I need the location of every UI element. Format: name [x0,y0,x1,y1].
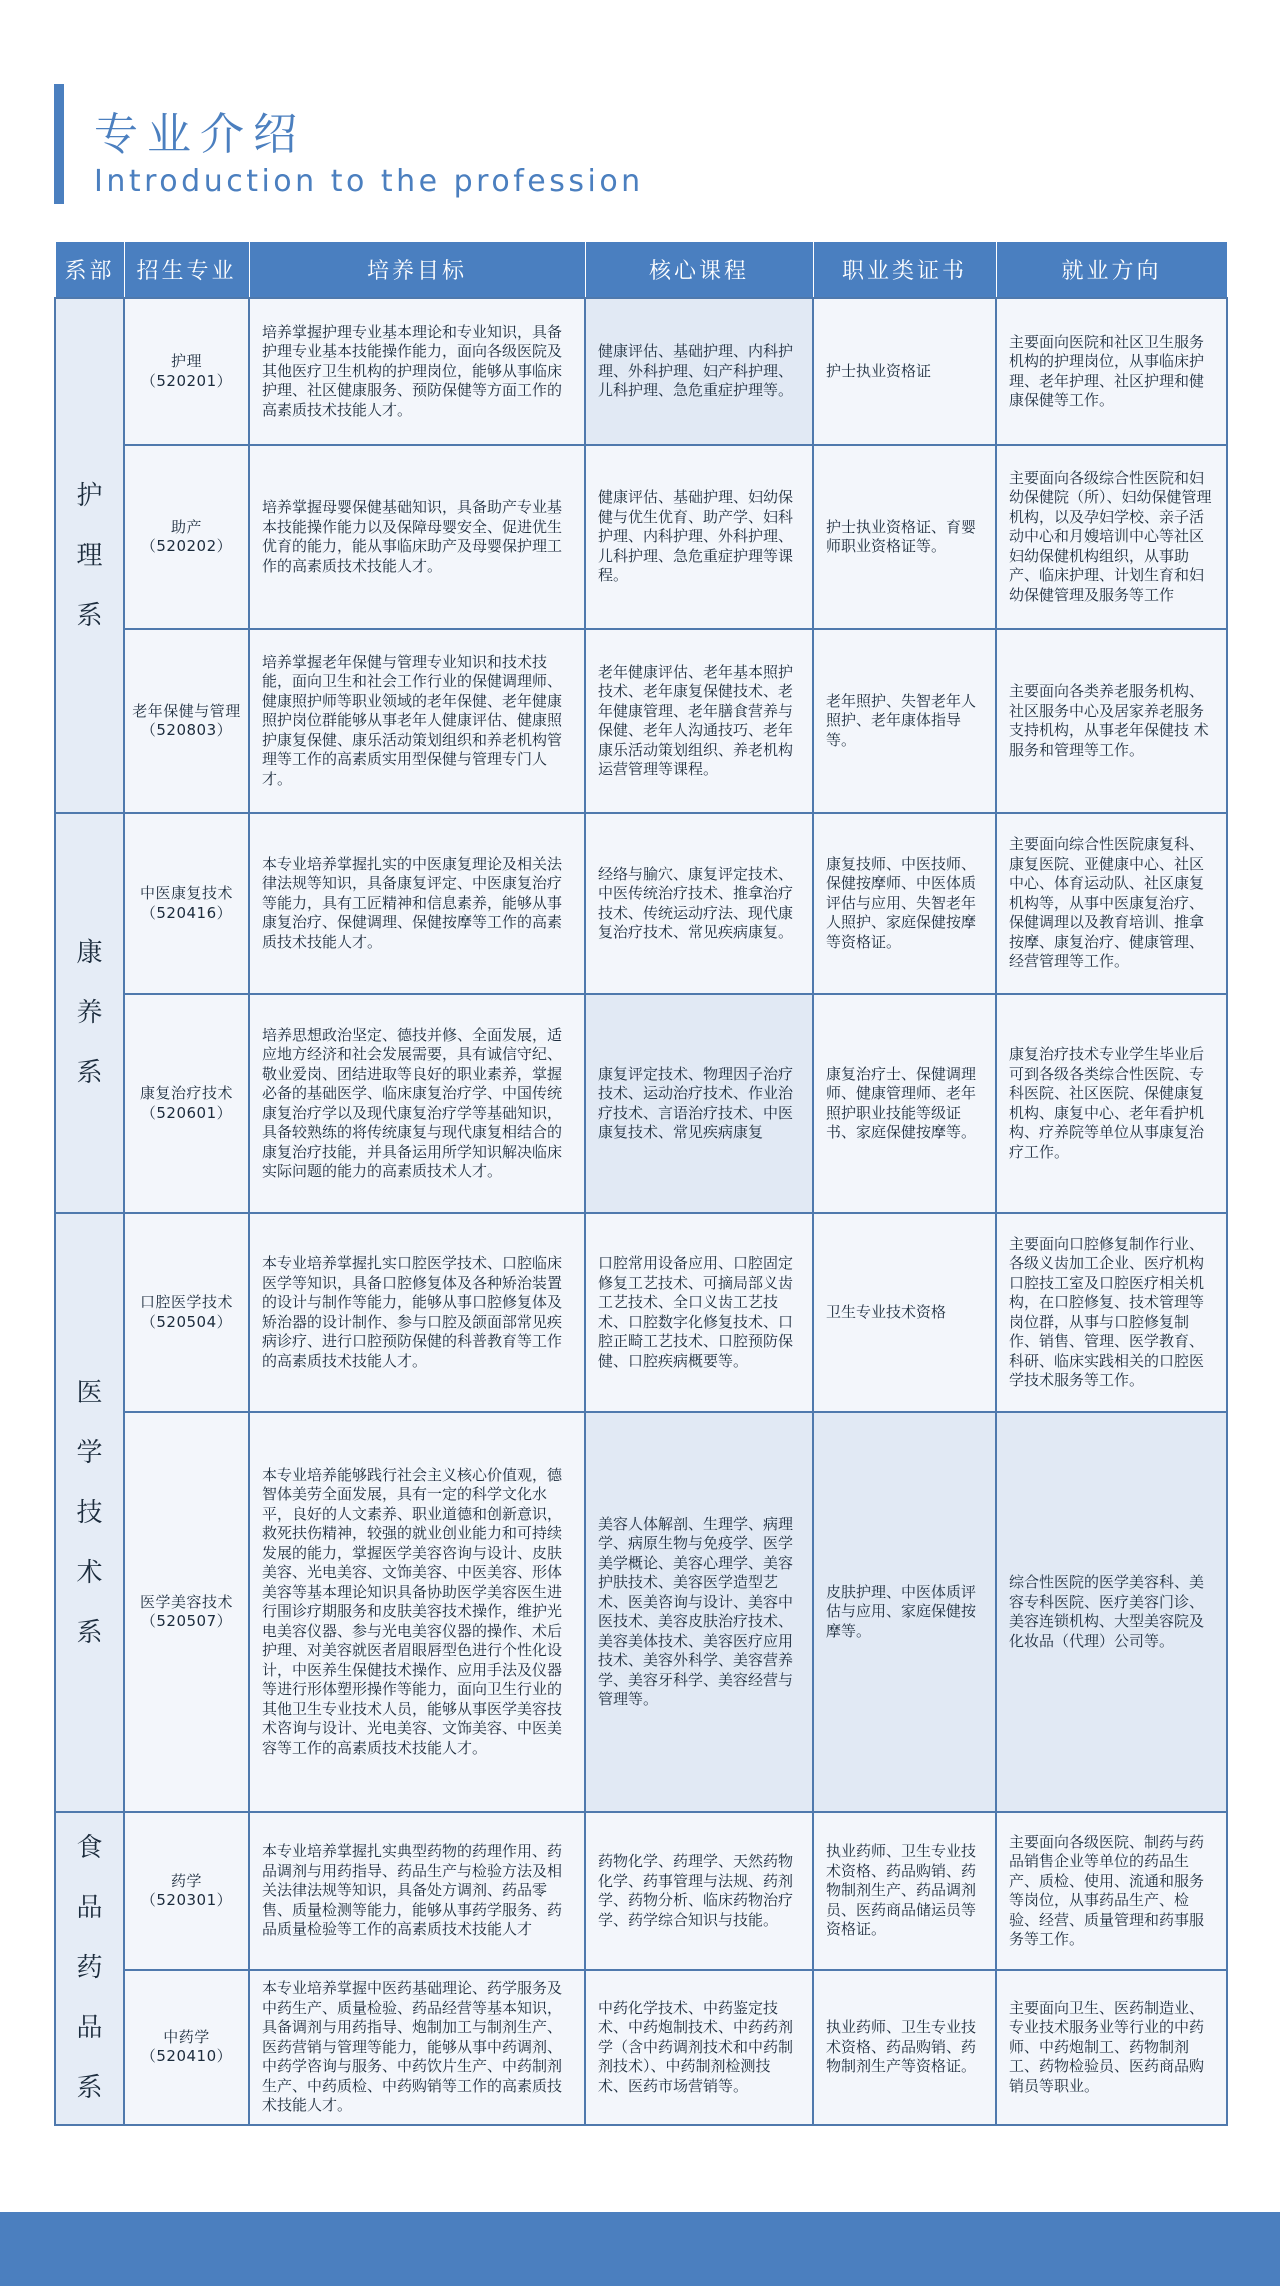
table-row [55,298,1227,445]
header-department: 系部 [55,242,124,299]
employment-cell: 主要面向口腔修复制作行业、各级义齿加工企业、医疗机构口腔技工室及口腔医疗相关机构，在口腔修复、技术管理等岗位群，从事与口腔修复制作、销售、管理、医学教育、科研、临床实践相关的口腔医学技术服务等工作。 [996,1213,1227,1412]
courses-cell: 老年健康评估、老年基本照护技术、老年康复保健技术、老年健康管理、老年膳食营养与保健、老年人沟通技巧、老年康乐活动策划组织、养老机构运营管理等课程。 [585,629,813,813]
courses-cell: 美容人体解剖、生理学、病理学、病原生物与免疫学、医学美学概论、美容心理学、美容护肤技术、美容医学造型艺术、医美咨询与设计、美容中医技术、美容皮肤治疗技术、美容美体技术、美容医疗应用技术、美容外科学、美容营养学、美容牙科学、美容经营与管理等。 [585,1412,813,1812]
major-cell [124,1812,249,1970]
employment-cell: 主要面向医院和社区卫生服务机构的护理岗位，从事临床护理、老年护理、社区护理和健康保健等工作。 [996,298,1227,445]
major-code: （520803） [140,721,233,739]
employment-cell: 综合性医院的医学美容科、美容专科医院、医疗美容门诊、美容连锁机构、大型美容院及化妆品（代理）公司等。 [996,1412,1227,1812]
certificate-cell: 护士执业资格证、育婴师职业资格证等。 [813,445,996,629]
certificate-cell: 康复治疗士、保健调理师、健康管理师、老年照护职业技能等级证书、家庭保健按摩等。 [813,994,996,1213]
courses-cell: 口腔常用设备应用、口腔固定修复工艺技术、可摘局部义齿工艺技术、全口义齿工艺技术、口腔数字化修复技术、口腔正畸工艺技术、口腔预防保健、口腔疾病概要等。 [585,1213,813,1412]
goal-cell: 培养掌握母婴保健基础知识，具备助产专业基本技能操作能力以及保障母婴安全、促进优生优育的能力，能从事临床助产及母婴保护理工作的高素质技术技能人才。 [249,445,585,629]
major-code: （520410） [140,2047,233,2066]
courses-cell: 经络与腧穴、康复评定技术、中医传统治疗技术、推拿治疗技术、传统运动疗法、现代康复治疗技术、常见疾病康复。 [585,813,813,994]
goal-cell: 培养掌握老年保健与管理专业知识和技术技能，面向卫生和社会工作行业的保健调理师、健康照护师等职业领域的老年保健、老年健康照护岗位群能够从事老年人健康评估、健康照护康复保健、康乐活动策划组织和养老机构管理等工作的高素质实用型保健与管理专门人才。 [249,629,585,813]
major-cell [124,813,249,994]
heading-title-en: Introduction to the profession [94,164,644,199]
major-name: 护理 [170,352,202,370]
table-row [55,445,1227,629]
certificate-cell: 执业药师、卫生专业技术资格、药品购销、药物制剂生产等资格证。 [813,1970,996,2125]
major-cell [124,1213,249,1412]
goal-cell: 本专业培养能够践行社会主义核心价值观，德智体美劳全面发展，具有一定的科学文化水平，良好的人文素养、职业道德和创新意识，救死扶伤精神，较强的就业创业能力和可持续发展的能力，掌握医学美容咨询与设计、皮肤美容、光电美容、文饰美容、中医美容、形体美容等基本理论知识具备协助医学美容医生进行围诊疗期服务和皮肤美容技术操作，维护光电美容仪器、参与光电美容仪器的操作、术后护理、对美容就医者眉眼唇型色进行个性化设计，中医养生保健技术操作、应用手法及仪器等进行形体塑形操作等能力，面向卫生行业的其他卫生专业技术人员，能够从事医学美容技术咨询与设计、光电美容、文饰美容、中医美容等工作的高素质技术技能人才。 [249,1412,585,1812]
certificate-cell: 卫生专业技术资格 [813,1213,996,1412]
certificate-cell: 皮肤护理、中医体质评估与应用、家庭保健按摩等。 [813,1412,996,1812]
employment-cell: 主要面向各级综合性医院和妇幼保健院（所）、妇幼保健管理机构，以及孕妇学校、亲子活动中心和月嫂培训中心等社区妇幼保健机构组织，从事助产、临床护理、计划生育和妇幼保健管理及服务等工作 [996,445,1227,629]
major-code: （520201） [140,371,233,390]
table-row [55,1812,1227,1970]
major-name: 助产 [170,517,202,536]
table-row [55,1213,1227,1412]
major-cell [124,994,249,1213]
heading-accent-bar [54,84,64,204]
goal-cell: 本专业培养掌握扎实的中医康复理论及相关法律法规等知识，具备康复评定、中医康复治疗等能力，具有工匠精神和信息素养，能够从事康复治疗、保健调理、保健按摩等工作的高素质技术技能人才。 [249,813,585,994]
major-name: 老年保健与管理 [132,701,241,720]
major-name: 康复治疗技术 [139,1084,233,1102]
table-row [55,1970,1227,2125]
table-row [55,994,1227,1213]
goal-cell: 本专业培养掌握扎实口腔医学技术、口腔临床医学等知识，具备口腔修复体及各种矫治装置的设计与制作等能力，能够从事口腔修复体及矫治器的设计制作、参与口腔及颌面部常见疾病诊疗、进行口腔预防保健的科普教育等工作的高素质技术技能人才。 [249,1213,585,1412]
certificate-cell: 执业药师、卫生专业技术资格、药品购销、药物制剂生产、药品调剂员、医药商品储运员等资格证。 [813,1812,996,1970]
header-employment: 就业方向 [996,242,1227,299]
goal-cell: 培养掌握护理专业基本理论和专业知识，具备护理专业基本技能操作能力，面向各级医院及其他医疗卫生机构的护理岗位，能够从事临床护理、社区健康服务、预防保健等方面工作的高素质技术技能人才。 [249,298,585,445]
table-row [55,1412,1227,1812]
certificate-cell: 护士执业资格证 [813,298,996,445]
header-major: 招生专业 [124,242,249,299]
major-code: （520301） [140,1891,233,1909]
courses-cell: 健康评估、基础护理、妇幼保健与优生优育、助产学、妇科护理、内科护理、外科护理、儿科护理、急危重症护理等课程。 [585,445,813,629]
employment-cell: 主要面向综合性医院康复科、康复医院、亚健康中心、社区中心、体育运动队、社区康复机构等，从事中医康复治疗、保健调理以及教育培训、推拿按摩、康复治疗、健康管理、经营管理等工作。 [996,813,1227,994]
major-code: （520504） [140,1312,233,1331]
table-row [55,629,1227,813]
major-code: （520507） [140,1612,233,1630]
major-name: 医学美容技术 [139,1592,233,1611]
department-cell-pharma: 食 品 药 品 系 [55,1812,124,2125]
employment-cell: 康复治疗技术专业学生毕业后可到各级各类综合性医院、专科医院、社区医院、保健康复机构、康复中心、老年看护机构、疗养院等单位从事康复治疗工作。 [996,994,1227,1213]
major-code: （520416） [140,903,233,922]
table-header-row [55,242,1227,299]
major-name: 药学 [170,1871,202,1890]
footer-band [0,2212,1280,2286]
major-name: 口腔医学技术 [139,1293,233,1311]
employment-cell: 主要面向卫生、医药制造业、专业技术服务业等行业的中药师、中药炮制工、药物制剂工、药物检验员、医药商品购销员等职业。 [996,1970,1227,2125]
major-name: 中药学 [163,2027,210,2046]
courses-cell: 中药化学技术、中药鉴定技术、中药炮制技术、中药药剂学（含中药调剂技术和中药制剂技术）、中药制剂检测技术、医药市场营销等。 [585,1970,813,2125]
header-goal: 培养目标 [249,242,585,299]
employment-cell: 主要面向各级医院、制药与药品销售企业等单位的药品生产、质检、使用、流通和服务等岗位，从事药品生产、检验、经营、质量管理和药事服务等工作。 [996,1812,1227,1970]
courses-cell: 康复评定技术、物理因子治疗技术、运动治疗技术、作业治疗技术、言语治疗技术、中医康复技术、常见疾病康复 [585,994,813,1213]
goal-cell: 培养思想政治坚定、德技并修、全面发展，适应地方经济和社会发展需要，具有诚信守纪、敬业爱岗、团结进取等良好的职业素养，掌握必备的基础医学、临床康复治疗学、中国传统康复治疗学以及现代康复治疗学等基础知识，具备较熟练的将传统康复与现代康复相结合的康复治疗技能，并具备运用所学知识解决临床实际问题的能力的高素质技术人才。 [249,994,585,1213]
major-cell [124,1412,249,1812]
major-name: 中医康复技术 [139,884,233,902]
major-cell [124,1970,249,2125]
department-cell-rehab: 康 养 系 [55,813,124,1213]
table-row [55,813,1227,994]
courses-cell: 药物化学、药理学、天然药物化学、药事管理与法规、药剂学、药物分析、临床药物治疗学、药学综合知识与技能。 [585,1812,813,1970]
major-code: （520601） [140,1103,233,1122]
department-cell-nursing: 护 理 系 [55,298,124,813]
major-code: （520202） [140,537,233,555]
header-courses: 核心课程 [585,242,813,299]
employment-cell: 主要面向各类养老服务机构、社区服务中心及居家养老服务支持机构，从事老年保健技 术服务和管理等工作。 [996,629,1227,813]
certificate-cell: 老年照护、失智老年人照护、老年康体指导等。 [813,629,996,813]
major-cell [124,298,249,445]
header-certificate: 职业类证书 [813,242,996,299]
major-cell [124,445,249,629]
goal-cell: 本专业培养掌握中医药基础理论、药学服务及中药生产、质量检验、药品经营等基本知识，具备调剂与用药指导、炮制加工与制剂生产、医药营销与管理等能力，能够从事中药调剂、中药学咨询与服务、中药饮片生产、中药制剂生产、中药质检、中药购销等工作的高素质技术技能人才。 [249,1970,585,2125]
profession-table-wrapper [54,241,1226,2126]
major-cell [124,629,249,813]
courses-cell: 健康评估、基础护理、内科护理、外科护理、妇产科护理、儿科护理、急危重症护理等。 [585,298,813,445]
heading-title-cn: 专业介绍 [94,109,306,160]
profession-table [54,241,1228,2126]
department-cell-medtech: 医 学 技 术 系 [55,1213,124,1812]
goal-cell: 本专业培养掌握扎实典型药物的药理作用、药品调剂与用药指导、药品生产与检验方法及相关法律法规等知识，具备处方调剂、药品零售、质量检测等能力，能够从事药学服务、药品质量检验等工作的高素质技术技能人才 [249,1812,585,1970]
certificate-cell: 康复技师、中医技师、保健按摩师、中医体质评估与应用、失智老年人照护、家庭保健按摩等资格证。 [813,813,996,994]
